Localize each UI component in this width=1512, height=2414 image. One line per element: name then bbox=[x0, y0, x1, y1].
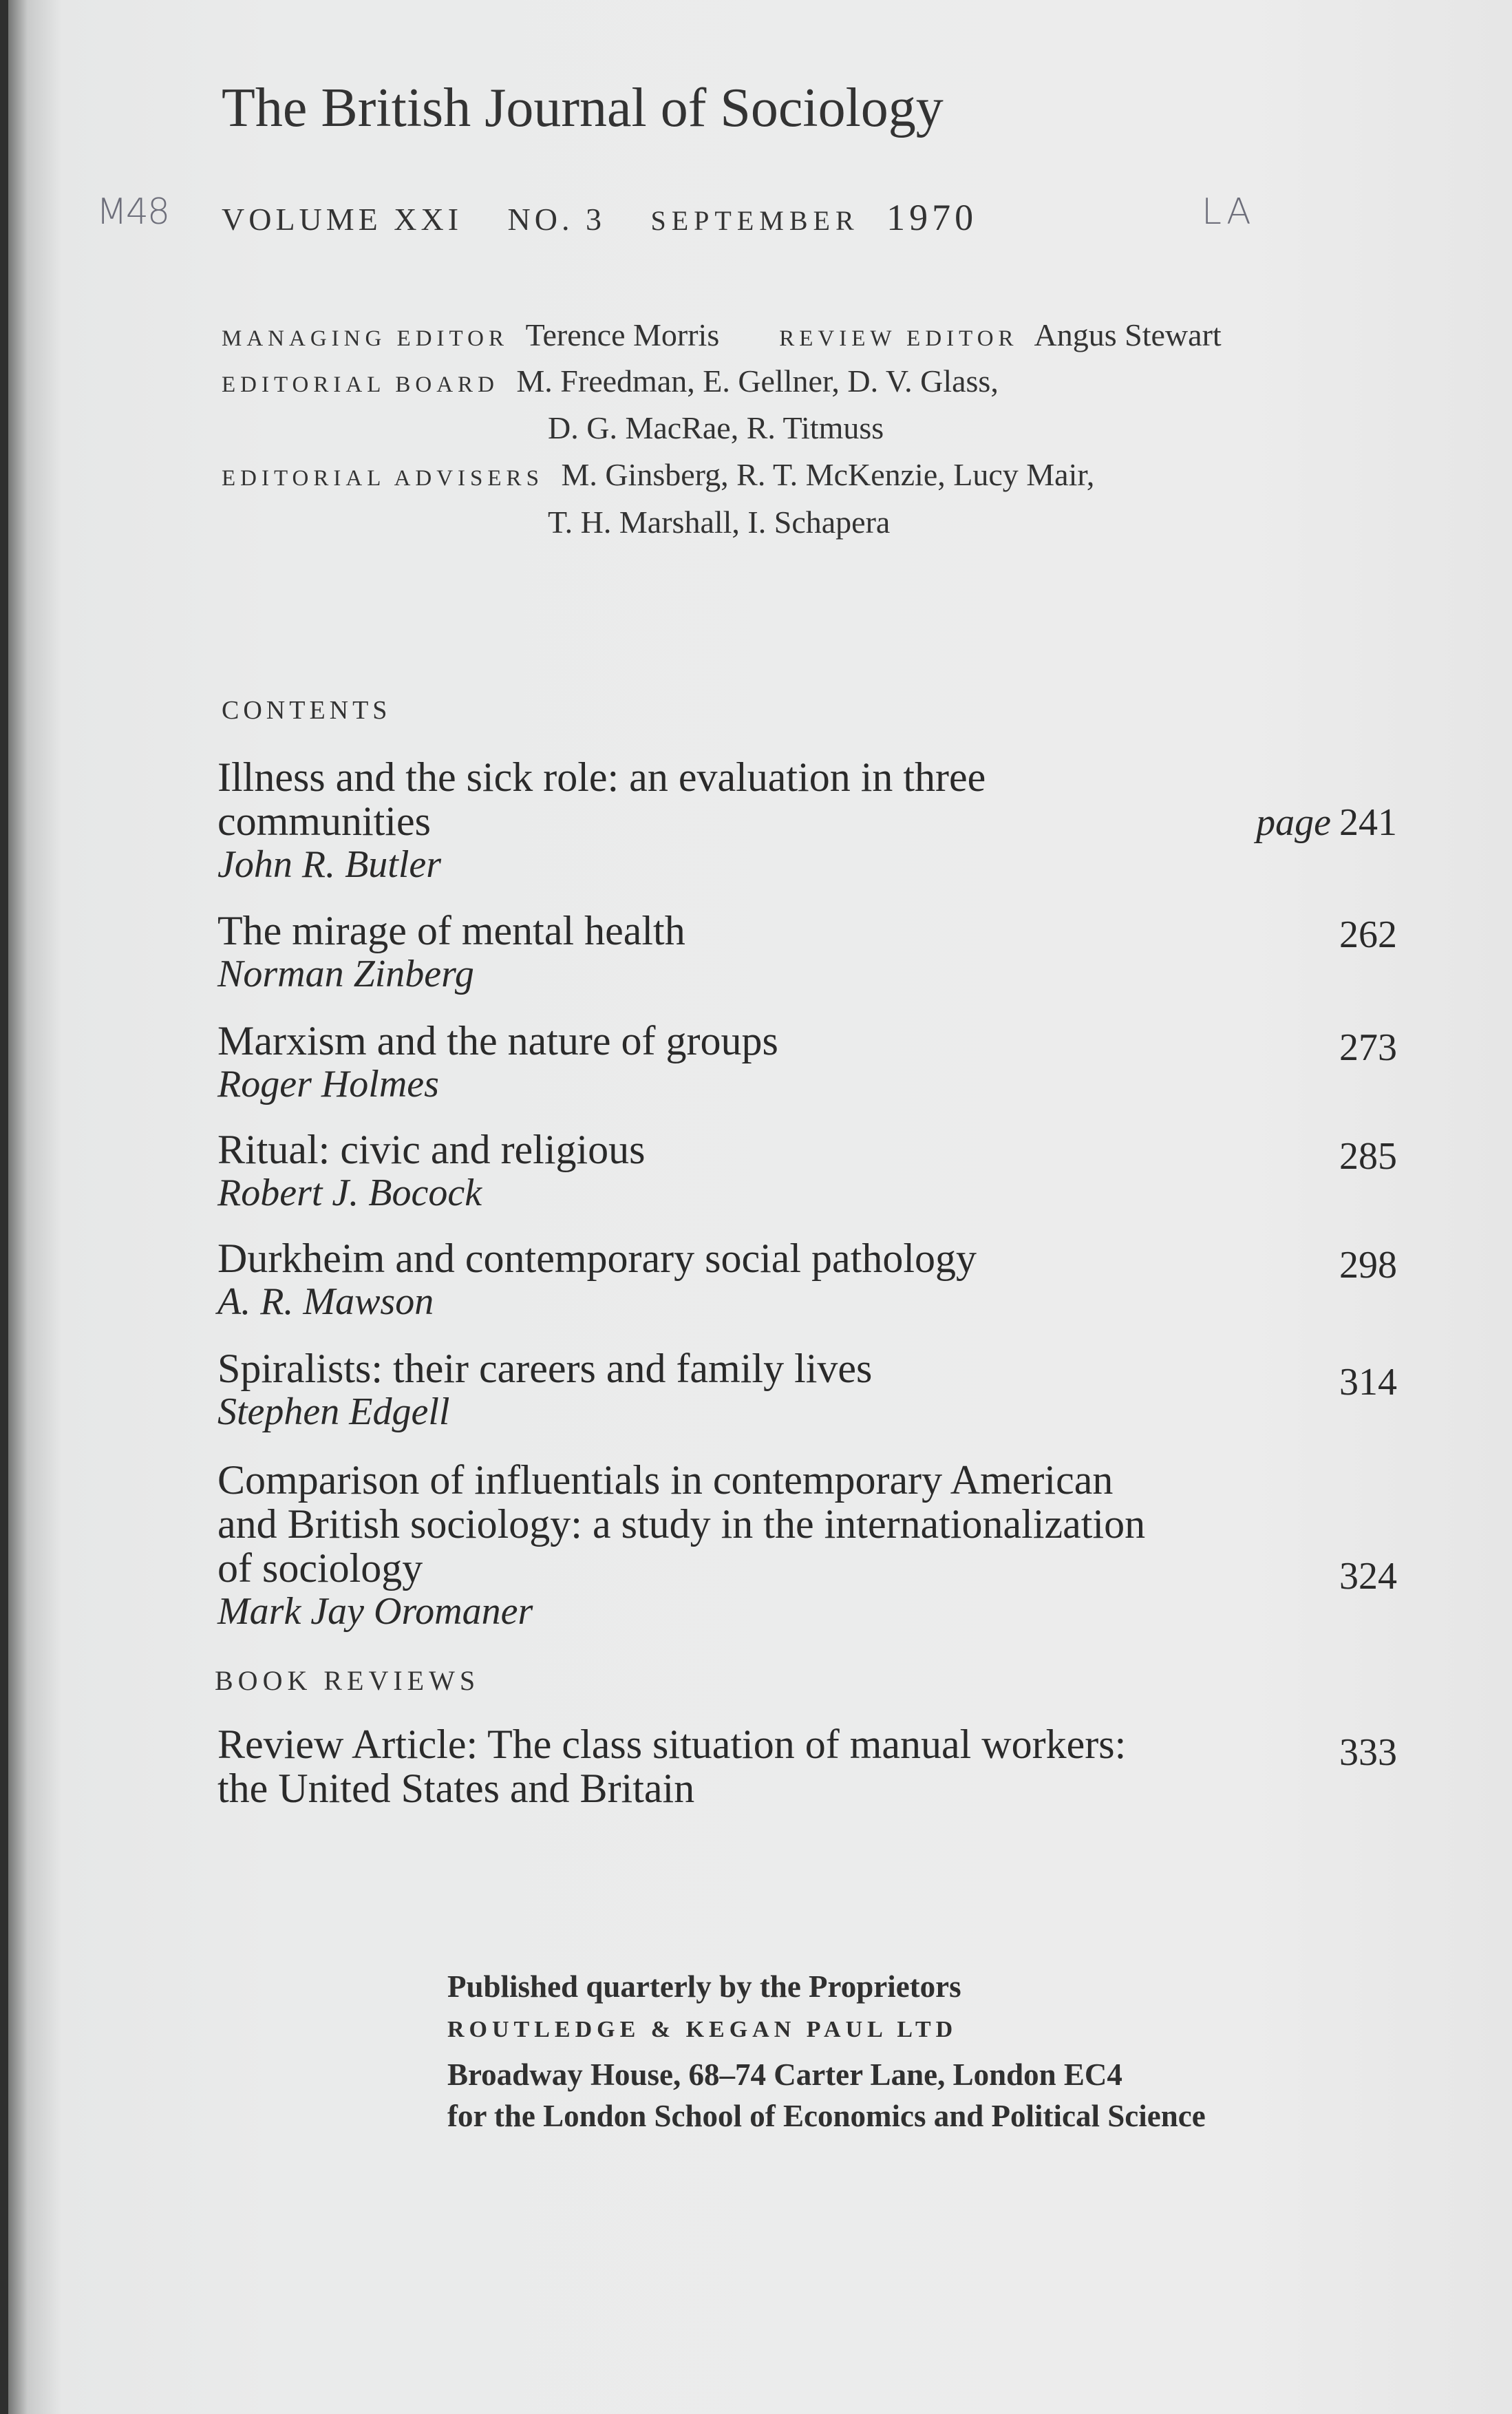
article-author: Roger Holmes bbox=[217, 1063, 439, 1105]
volume-line bbox=[222, 196, 1014, 239]
page-number: 262 bbox=[1339, 913, 1397, 956]
publisher-line-4: for the London School of Economics and Political Science bbox=[447, 2099, 1206, 2133]
page-number: 241 bbox=[1339, 801, 1397, 844]
article-title: Comparison of influentials in contemporary American bbox=[217, 1457, 1114, 1503]
toc-entry bbox=[217, 1458, 1401, 1633]
editorial-board-names-1: M. Freedman, E. Gellner, D. V. Glass, bbox=[516, 363, 999, 399]
page-number: 273 bbox=[1339, 1026, 1397, 1069]
editorial-board-names-2: D. G. MacRae, R. Titmuss bbox=[548, 410, 884, 445]
managing-editor-name: Terence Morris bbox=[525, 317, 720, 352]
issue-number: NO. 3 bbox=[507, 202, 606, 237]
page-word: page bbox=[1256, 801, 1331, 844]
page-number: 324 bbox=[1339, 1555, 1397, 1598]
article-author: Robert J. Bocock bbox=[217, 1172, 482, 1214]
publisher-address: Broadway House, 68–74 Carter Lane, London EC4 bbox=[447, 2057, 1122, 2092]
page-number: 314 bbox=[1339, 1361, 1397, 1404]
article-page bbox=[1256, 801, 1397, 845]
toc-entry bbox=[217, 1127, 1401, 1214]
toc-entry bbox=[217, 1236, 1401, 1323]
article-title-cont: and British sociology: a study in the internationalization bbox=[217, 1501, 1146, 1547]
article-title-cont: of sociology bbox=[217, 1545, 423, 1591]
managing-editor-row bbox=[222, 317, 1222, 353]
review-title-cont: the United States and Britain bbox=[217, 1766, 695, 1811]
article-title: Durkheim and contemporary social pathology bbox=[217, 1236, 977, 1281]
review-editor-label: REVIEW EDITOR bbox=[779, 326, 1019, 351]
article-title: The mirage of mental health bbox=[217, 908, 685, 953]
page-number: 285 bbox=[1339, 1135, 1397, 1178]
article-title: Spiralists: their careers and family lives bbox=[217, 1346, 873, 1391]
book-reviews-heading: BOOK REVIEWS bbox=[215, 1665, 480, 1696]
review-editor-name: Angus Stewart bbox=[1034, 317, 1222, 352]
journal-title: The British Journal of Sociology bbox=[222, 78, 944, 138]
article-author: John R. Butler bbox=[217, 843, 442, 886]
binding-shadow bbox=[0, 0, 8, 2414]
editorial-advisers-row bbox=[222, 456, 1094, 493]
toc-entry bbox=[217, 1346, 1401, 1433]
editorial-board-row bbox=[222, 363, 999, 399]
article-author: Norman Zinberg bbox=[217, 953, 474, 995]
review-title: Review Article: The class situation of manual workers: bbox=[217, 1722, 1127, 1767]
editorial-advisers-names-1: M. Ginsberg, R. T. McKenzie, Lucy Mair, bbox=[561, 457, 1095, 492]
article-title-cont: communities bbox=[217, 798, 431, 844]
issue-month: SEPTEMBER bbox=[650, 205, 860, 236]
handwritten-note-left: M48 bbox=[96, 191, 169, 233]
editorial-board-label: EDITORIAL BOARD bbox=[222, 372, 499, 397]
contents-heading: CONTENTS bbox=[222, 696, 392, 725]
page-number: 333 bbox=[1339, 1731, 1397, 1774]
issue-year: 1970 bbox=[886, 197, 978, 238]
publisher-name: ROUTLEDGE & KEGAN PAUL LTD bbox=[447, 2017, 958, 2042]
handwritten-note-right: LA bbox=[1202, 191, 1255, 233]
article-author: Mark Jay Oromaner bbox=[217, 1590, 533, 1633]
page-number: 298 bbox=[1339, 1244, 1397, 1287]
article-author: A. R. Mawson bbox=[217, 1280, 434, 1323]
volume-number: VOLUME XXI bbox=[222, 202, 463, 237]
editorial-advisers-names-2: T. H. Marshall, I. Schapera bbox=[548, 505, 891, 540]
toc-entry bbox=[217, 909, 1401, 995]
toc-entry bbox=[217, 755, 1401, 886]
article-title: Ritual: civic and religious bbox=[217, 1127, 646, 1172]
article-author: Stephen Edgell bbox=[217, 1390, 450, 1433]
article-title: Illness and the sick role: an evaluation in three bbox=[217, 754, 986, 800]
editorial-advisers-label: EDITORIAL ADVISERS bbox=[222, 466, 544, 491]
publisher-line-1: Published quarterly by the Proprietors bbox=[447, 1969, 961, 2004]
review-entry bbox=[217, 1722, 1401, 1810]
managing-editor-label: MANAGING EDITOR bbox=[222, 326, 509, 351]
toc-entry bbox=[217, 1019, 1401, 1105]
article-title: Marxism and the nature of groups bbox=[217, 1018, 778, 1063]
